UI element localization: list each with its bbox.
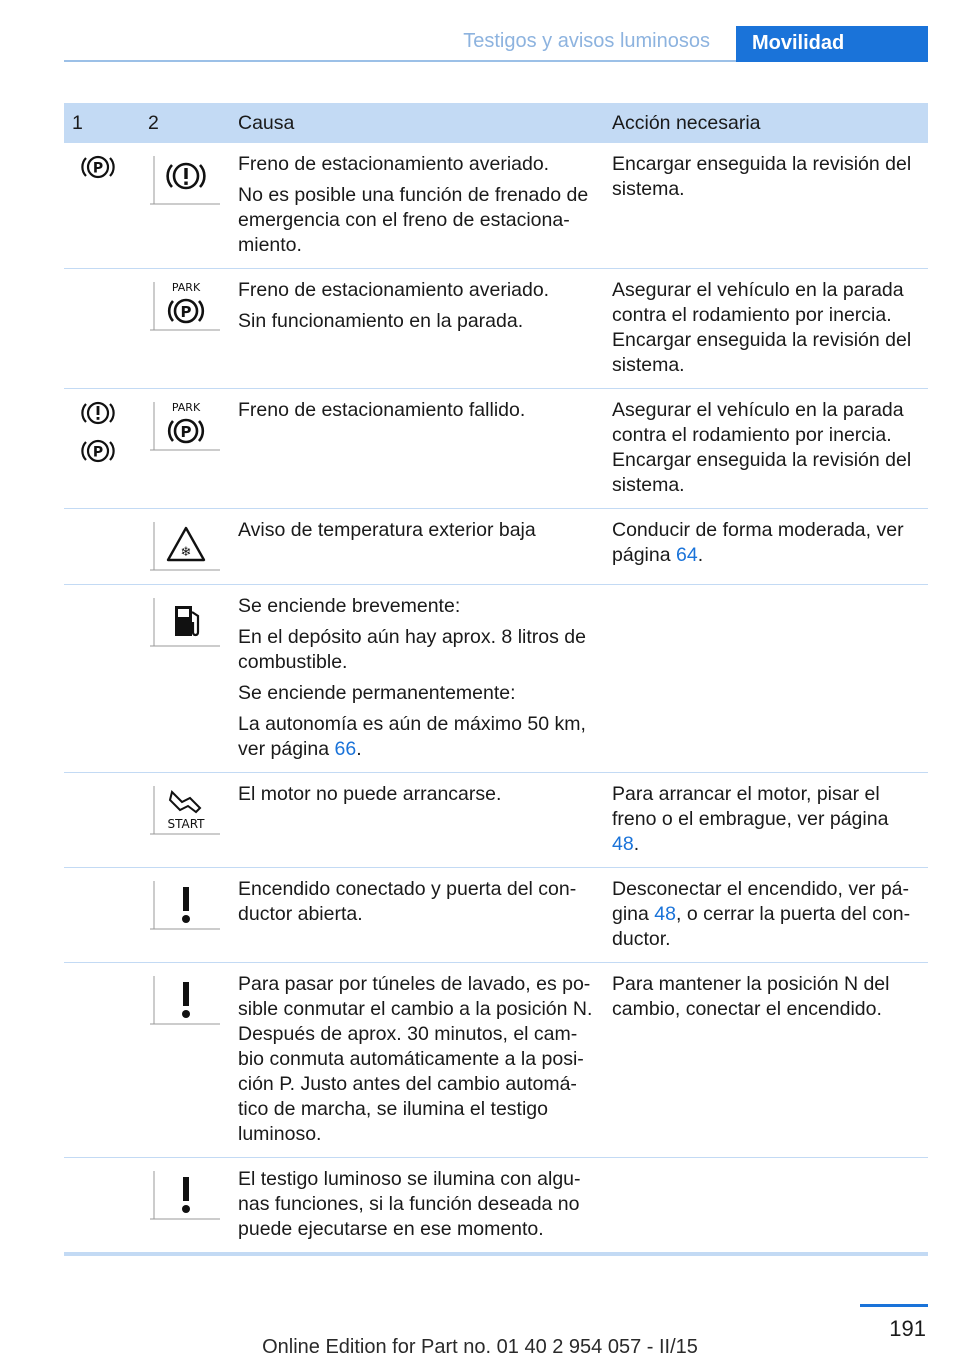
chapter-tab: Movilidad xyxy=(736,26,928,62)
table-row xyxy=(64,773,928,868)
edition-footer: Online Edition for Part no. 01 40 2 954 057 - II/15 xyxy=(262,1336,698,1358)
indicator-column-1 xyxy=(64,269,140,389)
action-text: Encargar enseguida la revisión del sistema. xyxy=(612,153,912,200)
park-brake-icon xyxy=(148,278,222,334)
column-header-1: 1 xyxy=(64,103,140,143)
cause-text: El motor no puede arrancarse. xyxy=(238,783,502,805)
indicator-column-2 xyxy=(140,868,230,963)
exclamation-icon xyxy=(148,877,222,933)
park-brake-icon xyxy=(148,398,222,454)
table-row xyxy=(64,1158,928,1255)
action-text xyxy=(612,877,920,952)
action-cell xyxy=(604,143,928,269)
warning-lights-table xyxy=(64,103,928,1256)
action-cell xyxy=(604,585,928,773)
svg-text:P: P xyxy=(92,444,104,461)
indicator-column-2 xyxy=(140,1158,230,1255)
table-row xyxy=(64,269,928,389)
action-text-suffix: . xyxy=(697,544,704,566)
table-header-row xyxy=(64,103,928,143)
table-row xyxy=(64,868,928,963)
action-cell xyxy=(604,389,928,509)
ice-warning-icon xyxy=(148,518,222,574)
indicator-column-1 xyxy=(64,509,140,585)
exclamation-icon xyxy=(148,1167,222,1223)
cause-text: Se enciende brevemente: xyxy=(238,595,461,617)
action-text-suffix: , o cerrar la puerta del con-ductor. xyxy=(612,903,911,950)
cause-text: Para pasar por túneles de lavado, es po-sible conmutar el cambio a la posición N. Después de aprox. 30 minutos, el cam-bio conmuta automáticamente a la posi-ción P. Justo antes del cambio automá-tico de marcha, se ilumina el testigo luminoso. xyxy=(238,973,593,1145)
indicator-column-2 xyxy=(140,509,230,585)
indicator-column-1 xyxy=(64,963,140,1158)
cause-cell xyxy=(230,1158,604,1255)
action-cell xyxy=(604,868,928,963)
cause-text: Se enciende permanentemente: xyxy=(238,682,516,704)
column-header-action: Acción necesaria xyxy=(604,103,928,143)
indicator-column-1 xyxy=(64,585,140,773)
indicator-column-2 xyxy=(140,269,230,389)
cause-text: En el depósito aún hay aprox. 8 litros de combustible. xyxy=(238,626,586,673)
cause-cell xyxy=(230,143,604,269)
indicator-column-1 xyxy=(64,1158,140,1255)
table-row xyxy=(64,389,928,509)
brake-p-icon xyxy=(72,152,132,182)
page-link[interactable]: 66 xyxy=(334,738,357,760)
svg-text:❄: ❄ xyxy=(180,545,192,560)
cause-text: Freno de estacionamiento averiado. xyxy=(238,279,550,301)
cause-text-text: La autonomía es aún de máximo 50 km, ver página xyxy=(238,713,586,760)
indicator-column-1 xyxy=(64,389,140,509)
indicator-column-2 xyxy=(140,143,230,269)
action-text-text: Para arrancar el motor, pisar el freno o el embrague, ver página xyxy=(612,783,889,830)
action-cell xyxy=(604,269,928,389)
action-cell xyxy=(604,963,928,1158)
column-header-cause: Causa xyxy=(230,103,604,143)
cause-cell xyxy=(230,773,604,868)
cause-text-suffix: . xyxy=(356,738,362,760)
indicator-column-2 xyxy=(140,389,230,509)
action-cell xyxy=(604,509,928,585)
indicator-column-1 xyxy=(64,143,140,269)
svg-text:P: P xyxy=(92,160,104,177)
cause-cell xyxy=(230,963,604,1158)
indicator-column-1 xyxy=(64,773,140,868)
indicator-column-2 xyxy=(140,963,230,1158)
cause-text: Freno de estacionamiento averiado. xyxy=(238,153,550,175)
cause-cell xyxy=(230,868,604,963)
svg-text:PARK: PARK xyxy=(171,281,201,294)
cause-text: Sin funcionamiento en la parada. xyxy=(238,310,524,332)
start-foot-icon xyxy=(148,782,222,838)
page-link[interactable]: 64 xyxy=(675,544,698,566)
cause-cell xyxy=(230,389,604,509)
svg-text:P: P xyxy=(180,303,192,321)
action-cell xyxy=(604,1158,928,1255)
action-text: Asegurar el vehículo en la parada contra el rodamiento por inercia. Encargar enseguida la revisión del sistema. xyxy=(612,279,912,376)
cause-cell xyxy=(230,585,604,773)
indicator-column-2 xyxy=(140,773,230,868)
action-cell xyxy=(604,773,928,868)
table-row xyxy=(64,509,928,585)
page-header xyxy=(64,26,928,62)
section-title: Testigos y avisos luminosos xyxy=(463,30,710,52)
footer-rule xyxy=(860,1304,928,1307)
action-text xyxy=(612,782,920,857)
action-text-text: Desconectar el encendido, ver pá-gina xyxy=(612,878,910,925)
cause-text xyxy=(238,712,596,762)
action-text-suffix: . xyxy=(633,833,640,855)
cause-cell xyxy=(230,509,604,585)
action-text xyxy=(612,518,920,568)
svg-text:START: START xyxy=(167,817,205,831)
brake-p-icon xyxy=(72,436,132,466)
indicator-column-1 xyxy=(64,868,140,963)
table-row xyxy=(64,143,928,269)
cause-text: El testigo luminoso se ilumina con algu-nas funciones, si la función deseada no puede ejecutarse en ese momento. xyxy=(238,1168,581,1240)
action-text: Para mantener la posición N del cambio, conectar el encendido. xyxy=(612,973,890,1020)
column-header-2: 2 xyxy=(140,103,230,143)
cause-text: No es posible una función de frenado de emergencia con el freno de estaciona-miento. xyxy=(238,184,589,256)
exclamation-icon xyxy=(148,972,222,1028)
action-text: Asegurar el vehículo en la parada contra el rodamiento por inercia. Encargar enseguida la revisión del sistema. xyxy=(612,399,912,496)
svg-text:P: P xyxy=(180,423,192,441)
cause-text: Freno de estacionamiento fallido. xyxy=(238,399,526,421)
page-link[interactable]: 48 xyxy=(654,903,676,925)
brake-exclamation-icon xyxy=(148,152,222,208)
cause-cell xyxy=(230,269,604,389)
page-number: 191 xyxy=(889,1316,926,1341)
cause-text: Encendido conectado y puerta del con-ductor abierta. xyxy=(238,878,577,925)
action-text-text: Conducir de forma moderada, ver página xyxy=(612,519,904,566)
fuel-pump-icon xyxy=(148,594,222,650)
table-row xyxy=(64,585,928,773)
page-link[interactable]: 48 xyxy=(612,833,634,855)
svg-text:PARK: PARK xyxy=(171,401,201,414)
cause-text: Aviso de temperatura exterior baja xyxy=(238,519,536,541)
brake-exclamation-icon xyxy=(72,398,132,428)
indicator-column-2 xyxy=(140,585,230,773)
table-row xyxy=(64,963,928,1158)
